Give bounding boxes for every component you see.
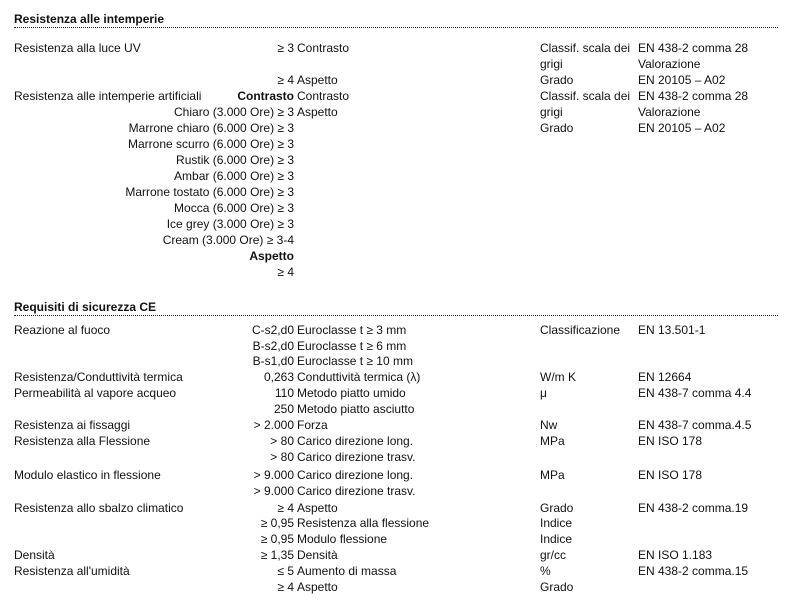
row-value: ≥ 4 <box>277 265 294 279</box>
row-description: Contrasto <box>297 41 350 55</box>
table-row <box>14 500 778 516</box>
row-value: 250 <box>273 402 294 416</box>
row-description: Aspetto <box>297 580 338 594</box>
row-norm: EN ISO 178 <box>638 434 703 448</box>
row-description: Euroclasse t ≥ 10 mm <box>297 354 413 368</box>
row-value: ≥ 4 <box>277 580 294 594</box>
row-label: Resistenza alla Flessione <box>14 434 151 448</box>
row-label: Resistenza alla luce UV <box>14 41 141 55</box>
table-row <box>14 563 778 579</box>
row-label: Resistenza all'umidità <box>14 564 130 578</box>
row-value: Chiaro (3.000 Ore) ≥ 3 <box>174 105 294 119</box>
row-unit: MPa <box>540 434 565 448</box>
row-unit: μ <box>540 386 547 400</box>
row-value: C-s2,d0 <box>251 323 294 337</box>
row-unit: % <box>540 564 551 578</box>
document-page <box>14 0 778 600</box>
table-row <box>14 104 778 120</box>
row-description: Forza <box>297 418 328 432</box>
table-row <box>14 385 778 401</box>
row-label: Resistenza alle intemperie artificiali <box>14 89 202 103</box>
row-norm: EN 438-7 comma.4.5 <box>638 418 752 432</box>
row-norm: EN 20105 – A02 <box>638 121 726 135</box>
row-value: ≥ 4 <box>277 73 294 87</box>
row-value: 110 <box>274 386 294 400</box>
table-row <box>14 322 778 338</box>
table-row <box>14 449 778 465</box>
row-norm: Valorazione <box>638 105 701 119</box>
table-row <box>14 216 778 232</box>
row-unit: W/m K <box>540 370 576 384</box>
row-value: ≥ 0,95 <box>260 532 294 546</box>
row-value: ≥ 0,95 <box>260 516 294 530</box>
table-row <box>14 483 778 499</box>
row-unit: Classif. scala dei <box>540 41 631 55</box>
table-row <box>14 248 778 264</box>
row-description: Conduttività termica (λ) <box>297 370 421 384</box>
row-description: Euroclasse t ≥ 6 mm <box>297 339 407 353</box>
row-norm: EN 438-7 comma 4.4 <box>638 386 752 400</box>
row-unit: Classif. scala dei <box>540 89 631 103</box>
row-value: Ambar (6.000 Ore) ≥ 3 <box>174 169 294 183</box>
row-unit: Grado <box>540 580 574 594</box>
row-value: Ice grey (3.000 Ore) ≥ 3 <box>166 217 294 231</box>
row-value: B-s2,d0 <box>252 339 294 353</box>
row-description: Modulo flessione <box>297 532 388 546</box>
row-description: Resistenza alla flessione <box>297 516 430 530</box>
table-row <box>14 467 778 483</box>
table-row <box>14 168 778 184</box>
row-unit: Indice <box>540 532 573 546</box>
row-value: Cream (3.000 Ore) ≥ 3-4 <box>162 233 294 247</box>
row-description: Contrasto <box>297 89 350 103</box>
table-row <box>14 579 778 595</box>
row-unit: Nw <box>540 418 558 432</box>
row-description: Aspetto <box>297 73 338 87</box>
row-unit: gr/cc <box>540 548 567 562</box>
table-row <box>14 184 778 200</box>
section-heading-safety <box>14 300 778 316</box>
row-description: Metodo piatto umido <box>297 386 406 400</box>
row-norm: EN 20105 – A02 <box>638 73 726 87</box>
row-value: Mocca (6.000 Ore) ≥ 3 <box>174 201 294 215</box>
table-row <box>14 547 778 563</box>
row-description: Metodo piatto asciutto <box>297 402 415 416</box>
table-row <box>14 531 778 547</box>
table-row <box>14 433 778 449</box>
row-value: Marrone chiaro (6.000 Ore) ≥ 3 <box>128 121 294 135</box>
row-label: Densità <box>14 548 55 562</box>
table-row <box>14 152 778 168</box>
row-description: Densità <box>297 548 338 562</box>
row-description: Carico direzione trasv. <box>297 450 416 464</box>
table-row <box>14 353 778 369</box>
table-row <box>14 401 778 417</box>
row-description: Carico direzione long. <box>297 468 414 482</box>
table-row <box>14 338 778 354</box>
row-label: Modulo elastico in flessione <box>14 468 161 482</box>
row-description: Aspetto <box>297 105 338 119</box>
table-row <box>14 136 778 152</box>
table-row <box>14 120 778 136</box>
row-unit: Indice <box>540 516 573 530</box>
row-value: ≥ 1,35 <box>260 548 294 562</box>
table-row <box>14 417 778 433</box>
row-unit: Classificazione <box>540 323 621 337</box>
row-value: > 80 <box>270 450 294 464</box>
row-label: Resistenza/Conduttività termica <box>14 370 183 384</box>
table-row <box>14 88 778 104</box>
row-unit: Grado <box>540 501 574 515</box>
row-norm: EN 438-2 comma 28 <box>638 41 749 55</box>
table-row <box>14 200 778 216</box>
row-value: Marrone tostato (6.000 Ore) ≥ 3 <box>125 185 294 199</box>
row-value: Marrone scurro (6.000 Ore) ≥ 3 <box>128 137 294 151</box>
row-description: Carico direzione trasv. <box>297 484 416 498</box>
table-row <box>14 232 778 248</box>
row-norm: EN 12664 <box>638 370 692 384</box>
row-norm: EN ISO 178 <box>638 468 703 482</box>
row-description: Carico direzione long. <box>297 434 414 448</box>
row-value: > 9.000 <box>253 484 294 498</box>
row-description: Aumento di massa <box>297 564 397 578</box>
row-unit: MPa <box>540 468 565 482</box>
row-label: Reazione al fuoco <box>14 323 111 337</box>
row-label: Resistenza allo sbalzo climatico <box>14 501 184 515</box>
table-row <box>14 369 778 385</box>
row-value: ≥ 3 <box>277 41 294 55</box>
row-unit: Grado <box>540 121 574 135</box>
row-value: 0,263 <box>263 370 294 384</box>
row-value: Rustik (6.000 Ore) ≥ 3 <box>176 153 294 167</box>
section-title: Requisiti di sicurezza CE <box>14 300 157 314</box>
row-norm: EN 438-2 comma 28 <box>638 89 749 103</box>
row-description: Aspetto <box>297 501 338 515</box>
section-title: Resistenza alle intemperie <box>14 12 165 26</box>
row-norm: EN 438-2 comma.15 <box>638 564 749 578</box>
table-row <box>14 72 778 88</box>
row-label: Permeabilità al vapore acqueo <box>14 386 177 400</box>
row-norm: Valorazione <box>638 57 701 71</box>
row-description: Euroclasse t ≥ 3 mm <box>297 323 407 337</box>
table-row <box>14 515 778 531</box>
table-row <box>14 40 778 56</box>
table-row <box>14 56 778 72</box>
row-value: > 80 <box>270 434 294 448</box>
row-value: ≥ 4 <box>277 501 294 515</box>
row-value: > 2.000 <box>253 418 294 432</box>
row-value: > 9.000 <box>253 468 294 482</box>
row-unit: grigi <box>540 105 563 119</box>
row-value: ≤ 5 <box>277 564 294 578</box>
row-value: B-s1,d0 <box>252 354 294 368</box>
row-norm: EN 13.501-1 <box>638 323 706 337</box>
row-value: Contrasto <box>237 89 294 103</box>
row-unit: Grado <box>540 73 574 87</box>
section-heading-weather <box>14 12 778 28</box>
row-value: Aspetto <box>249 249 294 263</box>
row-norm: EN 438-2 comma.19 <box>638 501 749 515</box>
row-norm: EN ISO 1.183 <box>638 548 713 562</box>
row-label: Resistenza ai fissaggi <box>14 418 131 432</box>
row-unit: grigi <box>540 57 563 71</box>
table-row <box>14 264 778 280</box>
